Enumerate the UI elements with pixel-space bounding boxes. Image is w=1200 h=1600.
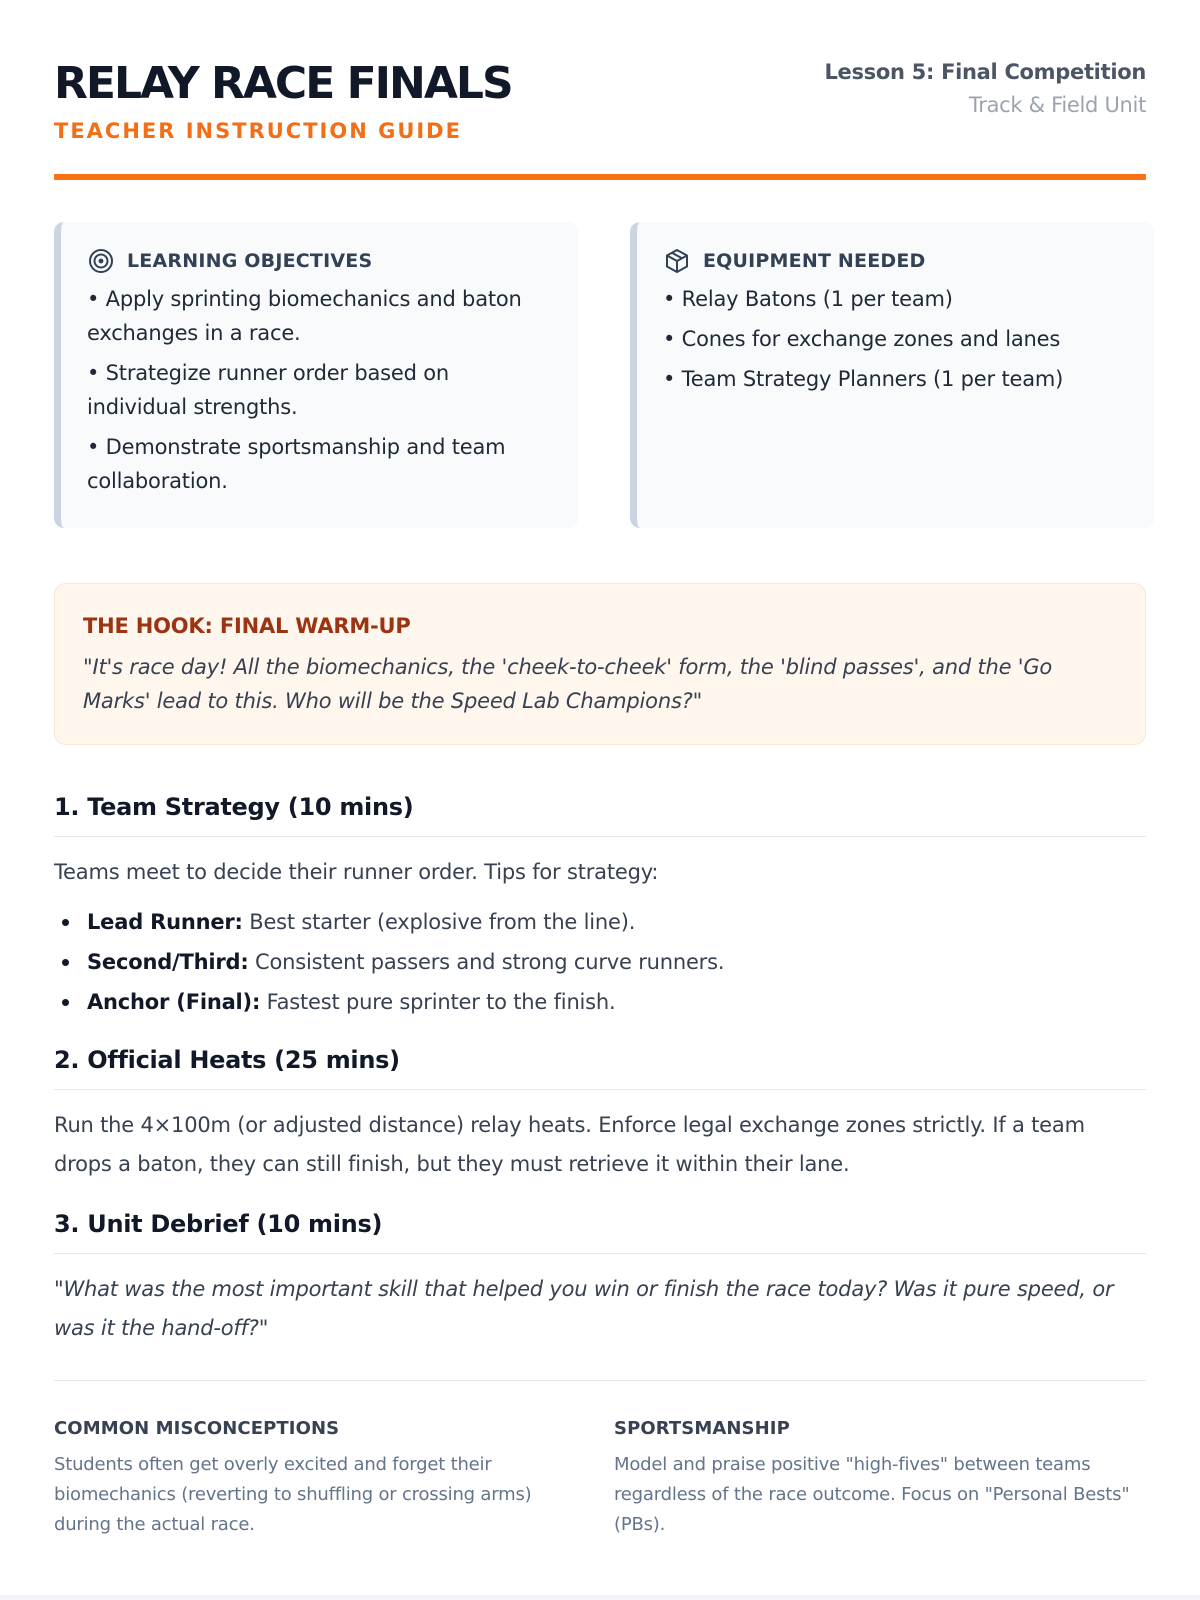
section-heading: 3. Unit Debrief (10 mins) bbox=[54, 1210, 383, 1238]
hook-quote: "It's race day! All the biomechanics, the 'cheek-to-cheek' form, the 'blind passes', and the 'Go Marks' lead to this. Who will be the Speed Lab Champions?" bbox=[83, 655, 1053, 713]
equipment-item: • Team Strategy Planners (1 per team) bbox=[663, 367, 1064, 391]
tip-item bbox=[54, 902, 1146, 942]
objectives-list bbox=[87, 282, 548, 498]
tip-item bbox=[54, 942, 1146, 982]
tip-label: Lead Runner: bbox=[87, 910, 243, 934]
section-divider bbox=[54, 1089, 1146, 1090]
misconceptions-note bbox=[54, 1416, 574, 1540]
strategy-tips-list bbox=[54, 902, 1146, 1022]
note-title: SPORTSMANSHIP bbox=[614, 1418, 790, 1439]
equipment-title: EQUIPMENT NEEDED bbox=[703, 250, 926, 272]
section-divider bbox=[54, 1253, 1146, 1254]
sportsmanship-note bbox=[614, 1416, 1134, 1540]
page-subtitle: TEACHER INSTRUCTION GUIDE bbox=[54, 119, 462, 143]
tip-label: Anchor (Final): bbox=[87, 990, 261, 1014]
page-title: RELAY RACE FINALS bbox=[54, 58, 512, 109]
equipment-list bbox=[663, 282, 1124, 396]
equipment-item: • Cones for exchange zones and lanes bbox=[663, 327, 1061, 351]
footer-divider bbox=[54, 1380, 1146, 1381]
tip-text: Fastest pure sprinter to the finish. bbox=[260, 990, 616, 1014]
section-divider bbox=[54, 836, 1146, 837]
page-bottom-edge bbox=[0, 1595, 1200, 1600]
debrief-question: "What was the most important skill that helped you win or finish the race today? Was it pure speed, or was it the hand-off?" bbox=[54, 1277, 1114, 1340]
learning-objectives-card bbox=[54, 222, 578, 528]
section-team-strategy bbox=[54, 790, 1146, 1022]
objective-item: • Demonstrate sportsmanship and team collaboration. bbox=[87, 435, 506, 493]
unit-label: Track & Field Unit bbox=[968, 93, 1146, 117]
objective-item: • Strategize runner order based on individual strengths. bbox=[87, 361, 449, 419]
header-divider bbox=[54, 174, 1146, 180]
note-title: COMMON MISCONCEPTIONS bbox=[54, 1418, 340, 1439]
section-official-heats bbox=[54, 1043, 1146, 1184]
tip-text: Best starter (explosive from the line). bbox=[242, 910, 636, 934]
section-text: Run the 4×100m (or adjusted distance) relay heats. Enforce legal exchange zones strictly. If a team drops a baton, they can still finish, but they must retrieve it within their lane. bbox=[54, 1113, 1085, 1176]
hook-title: THE HOOK: FINAL WARM-UP bbox=[83, 614, 411, 638]
objective-item: • Apply sprinting biomechanics and baton exchanges in a race. bbox=[87, 287, 522, 345]
lesson-label: Lesson 5: Final Competition bbox=[824, 60, 1146, 84]
section-heading: 2. Official Heats (25 mins) bbox=[54, 1046, 400, 1074]
tip-label: Second/Third: bbox=[87, 950, 249, 974]
target-icon bbox=[87, 247, 115, 275]
note-text: Model and praise positive "high-fives" between teams regardless of the race outcome. Focus on "Personal Bests" (PBs). bbox=[614, 1454, 1130, 1535]
objectives-title: LEARNING OBJECTIVES bbox=[127, 250, 373, 272]
section-text: Teams meet to decide their runner order. Tips for strategy: bbox=[54, 860, 659, 884]
equipment-needed-card bbox=[630, 222, 1154, 528]
tip-text: Consistent passers and strong curve runners. bbox=[248, 950, 725, 974]
note-text: Students often get overly excited and forget their biomechanics (reverting to shuffling or crossing arms) during the actual race. bbox=[54, 1454, 532, 1535]
tip-item bbox=[54, 982, 1146, 1022]
section-unit-debrief bbox=[54, 1207, 1146, 1348]
box-icon bbox=[663, 247, 691, 275]
page-header bbox=[54, 52, 1146, 178]
equipment-item: • Relay Batons (1 per team) bbox=[663, 287, 953, 311]
section-heading: 1. Team Strategy (10 mins) bbox=[54, 793, 414, 821]
hook-callout bbox=[54, 583, 1146, 745]
